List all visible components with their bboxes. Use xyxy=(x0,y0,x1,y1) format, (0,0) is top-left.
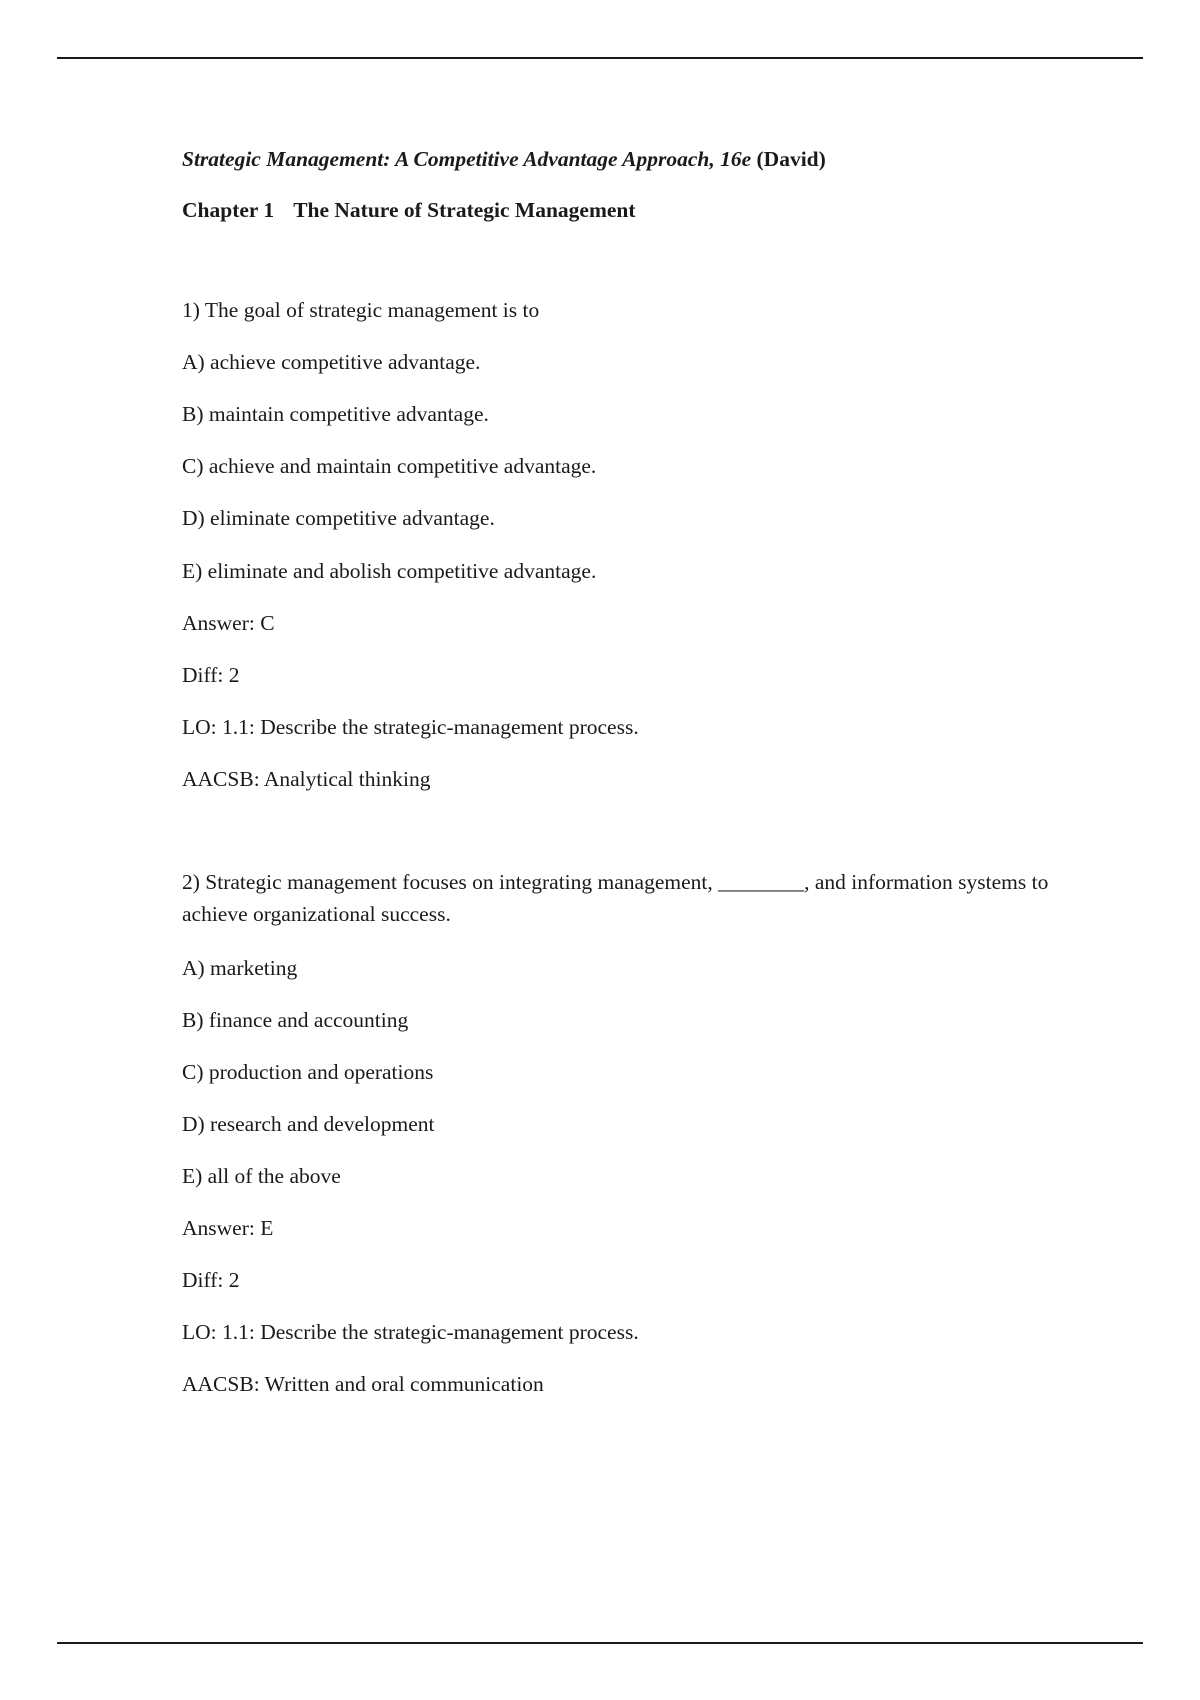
aacsb-tag: AACSB: Written and oral communication xyxy=(182,1372,544,1397)
header-rule xyxy=(57,57,1143,59)
question-stem: 1) The goal of strategic management is to xyxy=(182,298,540,323)
option-e: E) eliminate and abolish competitive advantage. xyxy=(182,558,597,583)
answer: Answer: E xyxy=(182,1216,274,1240)
option-b: B) finance and accounting xyxy=(182,1007,409,1032)
chapter-title: The Nature of Strategic Management xyxy=(293,198,636,222)
footer-rule xyxy=(57,1642,1143,1644)
author: (David) xyxy=(756,147,826,171)
question-2 xyxy=(182,866,1072,1399)
learning-objective: LO: 1.1: Describe the strategic-management process. xyxy=(182,714,639,739)
option-a: A) achieve competitive advantage. xyxy=(182,350,481,375)
option-a: A) marketing xyxy=(182,955,298,980)
option-b: B) maintain competitive advantage. xyxy=(182,402,489,427)
book-title-line xyxy=(182,144,1072,180)
document-page xyxy=(182,144,1072,1399)
option-e: E) all of the above xyxy=(182,1163,341,1188)
option-c: C) achieve and maintain competitive advantage. xyxy=(182,454,597,479)
option-d: D) research and development xyxy=(182,1111,435,1136)
learning-objective: LO: 1.1: Describe the strategic-management process. xyxy=(182,1320,639,1345)
option-c: C) production and operations xyxy=(182,1059,434,1084)
question-stem: 2) Strategic management focuses on integrating management, ________, and information systems to achieve organizational success. xyxy=(182,870,1049,927)
difficulty: Diff: 2 xyxy=(182,662,240,687)
answer: Answer: C xyxy=(182,610,275,635)
chapter-number: Chapter 1 xyxy=(182,198,275,222)
option-d: D) eliminate competitive advantage. xyxy=(182,506,495,531)
chapter-heading xyxy=(182,195,1072,225)
book-title: Strategic Management: A Competitive Advantage Approach, 16e xyxy=(182,147,752,171)
difficulty: Diff: 2 xyxy=(182,1268,240,1293)
question-1 xyxy=(182,295,1072,794)
aacsb-tag: AACSB: Analytical thinking xyxy=(182,766,431,791)
